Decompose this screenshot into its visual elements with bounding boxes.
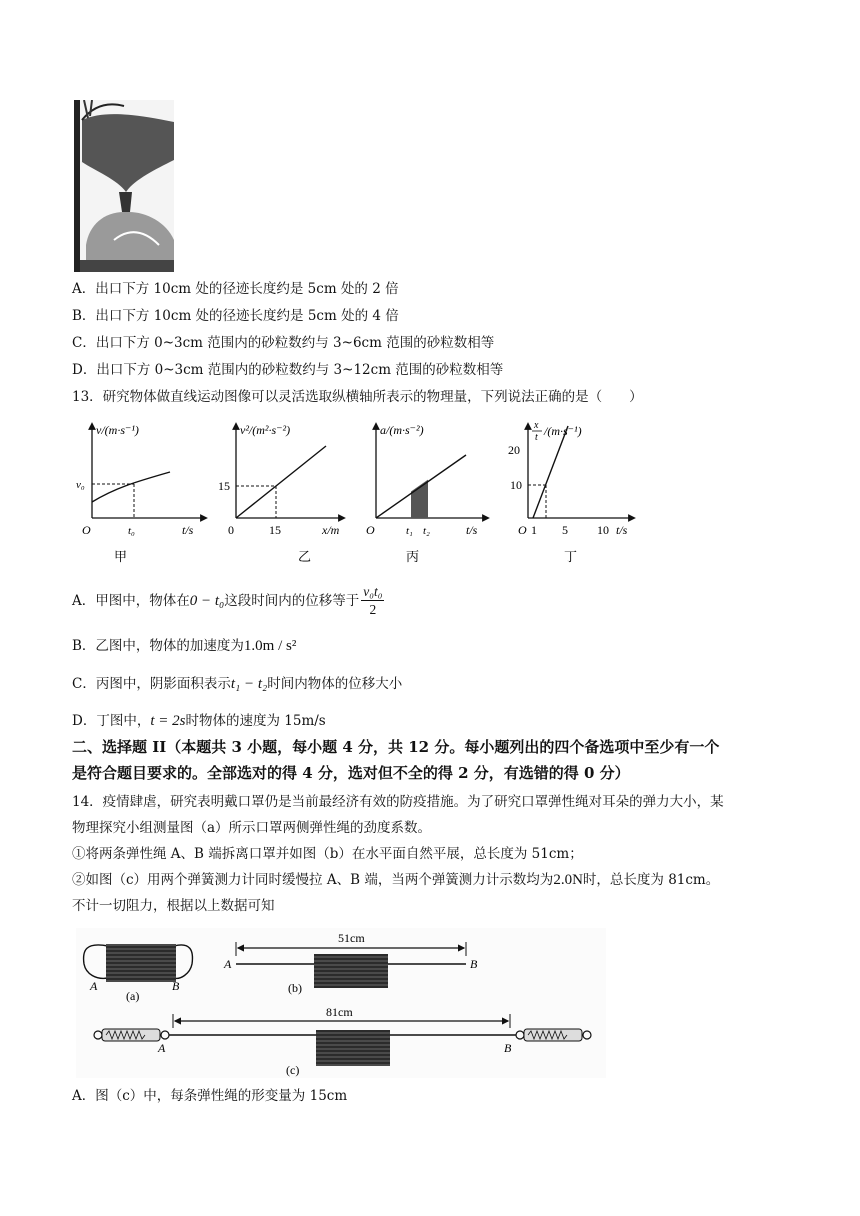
caption-yi: 乙 (298, 549, 312, 564)
q14-mask-figure (76, 928, 606, 1078)
yi-xlabel: x/m (322, 523, 340, 537)
q12-option-b: B．出口下方 10cm 处的径迹长度约是 5cm 处的 4 倍 (72, 308, 399, 324)
q13-option-c (72, 674, 402, 694)
section2-heading-line2: 是符合题目要求的。全部选对的得 4 分，选对但不全的得 2 分，有选错的得 0 分） (72, 764, 630, 782)
bing-xlabel: t/s (466, 523, 478, 537)
ding-xlabel: t/s (616, 523, 628, 537)
ding-ylabel-unit: /(m·s⁻¹) (544, 424, 582, 438)
section2-heading-line1: 二、选择题 II（本题共 3 小题，每小题 4 分，共 12 分。每小题列出的四个备选项中至少有一个 (72, 738, 720, 756)
q13-a-num: v₀t₀ (363, 584, 383, 599)
q13-graphs (70, 418, 660, 566)
q13-option-a (72, 584, 384, 619)
fig-c-label: (c) (286, 1063, 300, 1077)
fig-b-B: B (470, 957, 478, 971)
fig-c-B: B (504, 1041, 512, 1055)
fig-c-A: A (158, 1041, 166, 1055)
left-spring-scale (94, 1029, 169, 1041)
fig-b-length: 51cm (338, 931, 365, 945)
graph-ding (508, 420, 632, 537)
jia-ymark: v₀ (76, 479, 85, 491)
q13-c-suffix: 时间内物体的位移大小 (267, 676, 403, 692)
q13-option-b (72, 636, 296, 656)
fig-a-label: (a) (126, 989, 140, 1003)
q14-line4-b: 时，总长度为 81cm。 (582, 872, 720, 888)
hourglass-photo (74, 100, 174, 272)
graph-yi (218, 423, 342, 537)
ding-xtick2: 5 (562, 523, 568, 537)
fig-b-A: A (224, 957, 232, 971)
q12-option-d: D．出口下方 0~3cm 范围内的砂粒数约与 3~12cm 范围的砂粒数相等 (72, 362, 504, 378)
ding-xtick1: 1 (531, 523, 537, 537)
q13-a-math: 0 − t₀ (189, 593, 225, 609)
q14-line4-a: ②如图（c）用两个弹簧测力计同时缓慢拉 A、B 端，当两个弹簧测力计示数均为 (72, 872, 554, 888)
caption-jia: 甲 (114, 549, 128, 564)
q14-line5: 不计一切阻力，根据以上数据可知 (72, 898, 275, 914)
q13-a-den: 2 (369, 602, 377, 617)
fig-b-label: (b) (288, 981, 302, 995)
q14-line2: 物理探究小组测量图（a）所示口罩两侧弹性绳的劲度系数。 (72, 820, 432, 836)
ding-xtick3: 10 (597, 523, 609, 537)
q12-option-c: C．出口下方 0~3cm 范围内的砂粒数约与 3~6cm 范围的砂粒数相等 (72, 335, 495, 351)
q13-c-prefix: C．丙图中，阴影面积表示 (72, 676, 231, 692)
q13-d-suffix: 时物体的速度为 15m/s (185, 713, 326, 729)
q13-a-fraction (361, 584, 384, 619)
jia-xlabel: t/s (182, 523, 194, 537)
right-spring-scale (516, 1029, 591, 1041)
bing-xmark1: t₁ (406, 525, 413, 537)
yi-ymark: 15 (218, 479, 230, 493)
ding-ylabel-num: x (534, 420, 539, 431)
q13-a-prefix: A．甲图中，物体在 (72, 593, 190, 609)
q13-d-math: t = 2s (150, 713, 186, 729)
bing-ylabel: a/(m·s⁻²) (380, 423, 424, 437)
ding-ytick1: 20 (508, 443, 520, 457)
bing-xmark2: t₂ (423, 525, 430, 537)
q13-d-prefix: D．丁图中， (72, 713, 151, 729)
fig-c-length: 81cm (326, 1005, 353, 1019)
q13-a-mid: 这段时间内的位移等于 (224, 593, 360, 609)
caption-bing: 丙 (406, 549, 420, 564)
yi-xmark: 15 (269, 523, 281, 537)
q13-b-math: 1.0m / s² (243, 638, 297, 654)
jia-xmark: t₀ (128, 525, 135, 537)
ding-ytick2: 10 (510, 478, 522, 492)
caption-ding: 丁 (564, 549, 578, 564)
yi-origin: 0 (228, 523, 234, 537)
yi-ylabel: v²/(m²·s⁻²) (240, 423, 291, 437)
jia-ylabel: v/(m·s⁻¹) (96, 423, 139, 437)
q14-line1: 14．疫情肆虐，研究表明戴口罩仍是当前最经济有效的防疫措施。为了研究口罩弹性绳对耳朵的弹力大小，某 (72, 794, 724, 810)
q14-option-a: A．图（c）中，每条弹性绳的形变量为 15cm (72, 1088, 348, 1104)
q14-line4-math: 2.0N (553, 872, 583, 888)
q14-line3: ①将两条弹性绳 A、B 端拆离口罩并如图（b）在水平面自然平展，总长度为 51cm； (72, 846, 583, 862)
q13-c-math: t₁ − t₂ (230, 676, 268, 692)
ding-ylabel-den: t (535, 432, 538, 443)
q13-option-d (72, 711, 326, 731)
q14-line4 (72, 870, 719, 890)
q13-b-prefix: B．乙图中，物体的加速度为 (72, 638, 244, 654)
fig-a-B: B (172, 979, 180, 993)
q13-stem: 13．研究物体做直线运动图像可以灵活选取纵横轴所表示的物理量，下列说法正确的是（ ） (72, 389, 643, 405)
bing-origin: O (366, 523, 375, 537)
jia-origin: O (82, 523, 91, 537)
q12-option-a: A．出口下方 10cm 处的径迹长度约是 5cm 处的 2 倍 (72, 281, 399, 297)
graph-jia (76, 423, 204, 537)
ding-origin: O (518, 523, 527, 537)
fig-a-A: A (90, 979, 98, 993)
graph-bing (366, 423, 486, 537)
